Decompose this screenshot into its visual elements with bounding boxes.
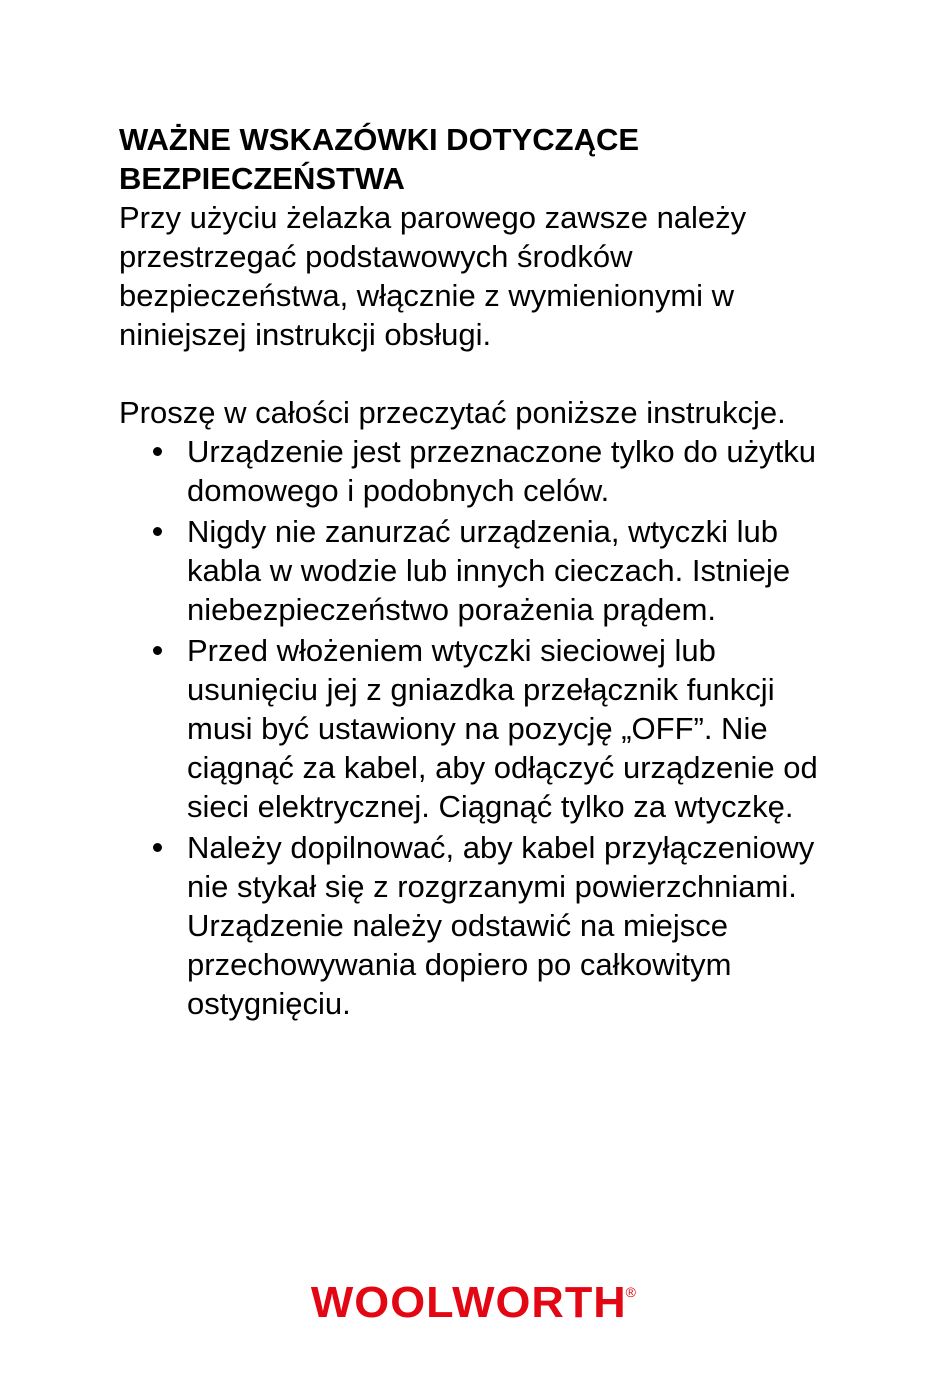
page-title xyxy=(119,120,819,198)
title-line-1: WAŻNE WSKAZÓWKI DOTYCZĄCE xyxy=(119,122,640,157)
logo-wordmark: WOOLWORTH xyxy=(310,1278,627,1327)
read-note-paragraph: Proszę w całości przeczytać poniższe instrukcje. xyxy=(119,395,786,430)
list-item xyxy=(119,631,819,826)
intro-paragraph: Przy użyciu żelazka parowego zawsze należy przestrzegać podstawowych środków bezpieczeństwa, włącznie z wymienionymi w niniejszej instrukcji obsługi. xyxy=(119,200,747,352)
document-body xyxy=(119,120,819,1025)
list-item xyxy=(119,432,819,510)
woolworth-logo xyxy=(0,1278,950,1328)
paragraph-spacer xyxy=(119,354,819,393)
list-item xyxy=(119,512,819,629)
bullet-dot-icon xyxy=(153,843,162,852)
bullet-dot-icon xyxy=(153,527,162,536)
bullet-dot-icon xyxy=(153,646,162,655)
title-line-2: BEZPIECZEŃSTWA xyxy=(119,161,405,196)
registered-mark: ® xyxy=(625,1284,636,1300)
bullet-dot-icon xyxy=(153,447,162,456)
list-item-text: Przed włożeniem wtyczki sieciowej lub usunięciu jej z gniazdka przełącznik funkcji musi być ustawiony na pozycję „OFF”. Nie ciągnąć za kabel, aby odłączyć urządzenie od sieci elektrycznej. Ciągnąć tylko za wtyczkę. xyxy=(187,633,818,824)
list-item-text: Należy dopilnować, aby kabel przyłączeniowy nie stykał się z rozgrzanymi powierzchniami. Urządzenie należy odstawić na miejsce przechowywania dopiero po całkowitym ostygnięciu. xyxy=(187,830,815,1021)
list-item xyxy=(119,828,819,1023)
safety-list xyxy=(119,432,819,1023)
list-item-text: Urządzenie jest przeznaczone tylko do użytku domowego i podobnych celów. xyxy=(187,434,816,508)
list-item-text: Nigdy nie zanurzać urządzenia, wtyczki lub kabla w wodzie lub innych cieczach. Istnieje niebezpieczeństwo porażenia prądem. xyxy=(187,514,791,627)
